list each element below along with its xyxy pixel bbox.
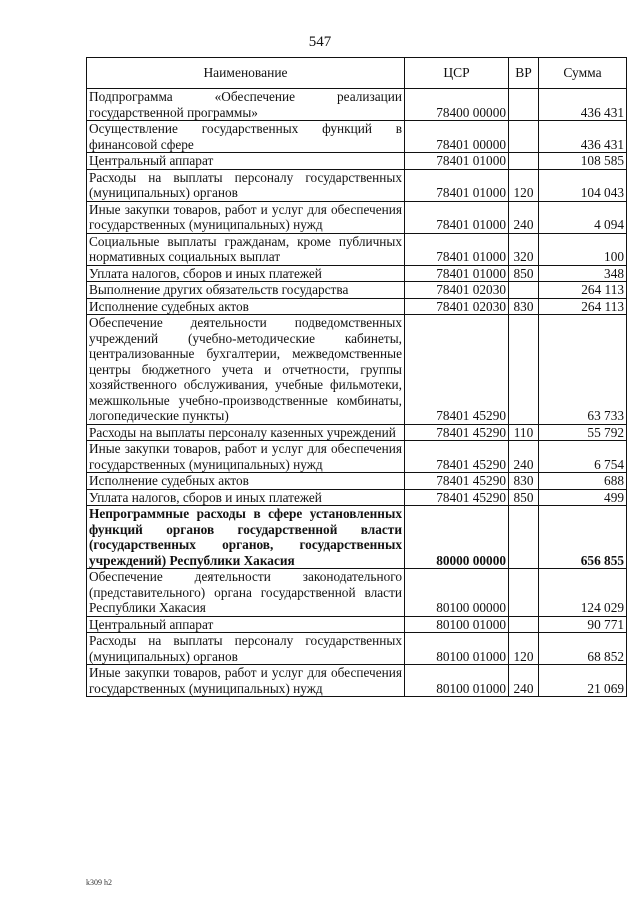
cell-csr: 78400 00000 [405,89,509,121]
table-row [87,265,627,282]
cell-csr: 78401 01000 [405,201,509,233]
table-row [87,665,627,697]
cell-name: Уплата налогов, сборов и иных платежей [87,265,405,282]
header-vr: ВР [509,58,539,89]
cell-sum: 68 852 [539,633,627,665]
table-row [87,233,627,265]
cell-vr: 120 [509,633,539,665]
cell-sum: 656 855 [539,506,627,569]
cell-csr: 78401 00000 [405,121,509,153]
table-row [87,633,627,665]
cell-vr [509,89,539,121]
cell-csr: 78401 45290 [405,489,509,506]
table-header-row [87,58,627,89]
cell-sum: 124 029 [539,569,627,617]
cell-vr [509,569,539,617]
table-row [87,569,627,617]
cell-name: Исполнение судебных актов [87,473,405,490]
cell-sum: 55 792 [539,424,627,441]
cell-name: Выполнение других обязательств государства [87,282,405,299]
cell-vr [509,153,539,170]
cell-name: Центральный аппарат [87,153,405,170]
cell-name: Центральный аппарат [87,616,405,633]
cell-sum: 104 043 [539,169,627,201]
cell-sum: 499 [539,489,627,506]
header-name: Наименование [87,58,405,89]
cell-sum: 264 113 [539,298,627,315]
cell-sum: 4 094 [539,201,627,233]
cell-name: Осуществление государственных функций в финансовой сфере [87,121,405,153]
cell-vr [509,616,539,633]
table-row [87,121,627,153]
cell-vr: 830 [509,473,539,490]
cell-name: Расходы на выплаты персоналу государственных (муниципальных) органов [87,169,405,201]
cell-name: Иные закупки товаров, работ и услуг для обеспечения государственных (муниципальных) нужд [87,201,405,233]
cell-name: Уплата налогов, сборов и иных платежей [87,489,405,506]
cell-vr: 240 [509,665,539,697]
cell-csr: 80100 01000 [405,633,509,665]
table-row [87,89,627,121]
cell-vr: 320 [509,233,539,265]
cell-vr [509,121,539,153]
cell-csr: 78401 02030 [405,282,509,299]
cell-sum: 436 431 [539,121,627,153]
cell-vr: 110 [509,424,539,441]
cell-sum: 348 [539,265,627,282]
cell-csr: 78401 01000 [405,153,509,170]
cell-csr: 78401 01000 [405,233,509,265]
cell-name: Иные закупки товаров, работ и услуг для обеспечения государственных (муниципальных) нужд [87,665,405,697]
cell-vr: 850 [509,265,539,282]
cell-sum: 688 [539,473,627,490]
cell-vr: 240 [509,441,539,473]
cell-sum: 6 754 [539,441,627,473]
cell-csr: 78401 45290 [405,441,509,473]
cell-name: Расходы на выплаты персоналу государственных (муниципальных) органов [87,633,405,665]
cell-csr: 78401 01000 [405,265,509,282]
table-row [87,616,627,633]
cell-vr: 830 [509,298,539,315]
header-sum: Сумма [539,58,627,89]
page-number: 547 [308,34,332,50]
cell-csr: 78401 45290 [405,424,509,441]
cell-csr: 80000 00000 [405,506,509,569]
cell-vr [509,506,539,569]
cell-name: Социальные выплаты гражданам, кроме публичных нормативных социальных выплат [87,233,405,265]
table-row [87,473,627,490]
table-row [87,315,627,425]
cell-csr: 78401 45290 [405,473,509,490]
cell-sum: 108 585 [539,153,627,170]
cell-sum: 436 431 [539,89,627,121]
cell-sum: 264 113 [539,282,627,299]
cell-csr: 80100 00000 [405,569,509,617]
table-row [87,201,627,233]
cell-csr: 80100 01000 [405,665,509,697]
table-row [87,441,627,473]
cell-name: Исполнение судебных актов [87,298,405,315]
cell-name: Обеспечение деятельности подведомственных учреждений (учебно-методические кабинеты, централизованные бухгалтерии, межведомственные центры бюджетного учета и отчетности, группы хозяйственного обслуживания, учебные фильмотеки, межшкольные учебно-производственные комбинаты, логопедические пункты) [87,315,405,425]
cell-csr: 80100 01000 [405,616,509,633]
cell-sum: 90 771 [539,616,627,633]
cell-sum: 100 [539,233,627,265]
cell-name: Иные закупки товаров, работ и услуг для обеспечения государственных (муниципальных) нужд [87,441,405,473]
cell-name: Подпрограмма «Обеспечение реализации государственной программы» [87,89,405,121]
table-row [87,506,627,569]
cell-sum: 21 069 [539,665,627,697]
cell-name: Расходы на выплаты персоналу казенных учреждений [87,424,405,441]
cell-csr: 78401 45290 [405,315,509,425]
table-row [87,424,627,441]
cell-name: Непрограммные расходы в сфере установленных функций органов государственной власти (государственных органов, государственных учреждений) Республики Хакасия [87,506,405,569]
table-row [87,153,627,170]
budget-table [86,57,627,697]
table-row [87,489,627,506]
cell-csr: 78401 02030 [405,298,509,315]
table-row [87,298,627,315]
cell-vr: 850 [509,489,539,506]
table-row [87,282,627,299]
cell-sum: 63 733 [539,315,627,425]
cell-vr [509,315,539,425]
footer-code: k309 h2 [86,878,112,887]
cell-vr [509,282,539,299]
cell-vr: 120 [509,169,539,201]
header-csr: ЦСР [405,58,509,89]
cell-csr: 78401 01000 [405,169,509,201]
table-row [87,169,627,201]
cell-name: Обеспечение деятельности законодательного (представительного) органа государственной власти Республики Хакасия [87,569,405,617]
cell-vr: 240 [509,201,539,233]
